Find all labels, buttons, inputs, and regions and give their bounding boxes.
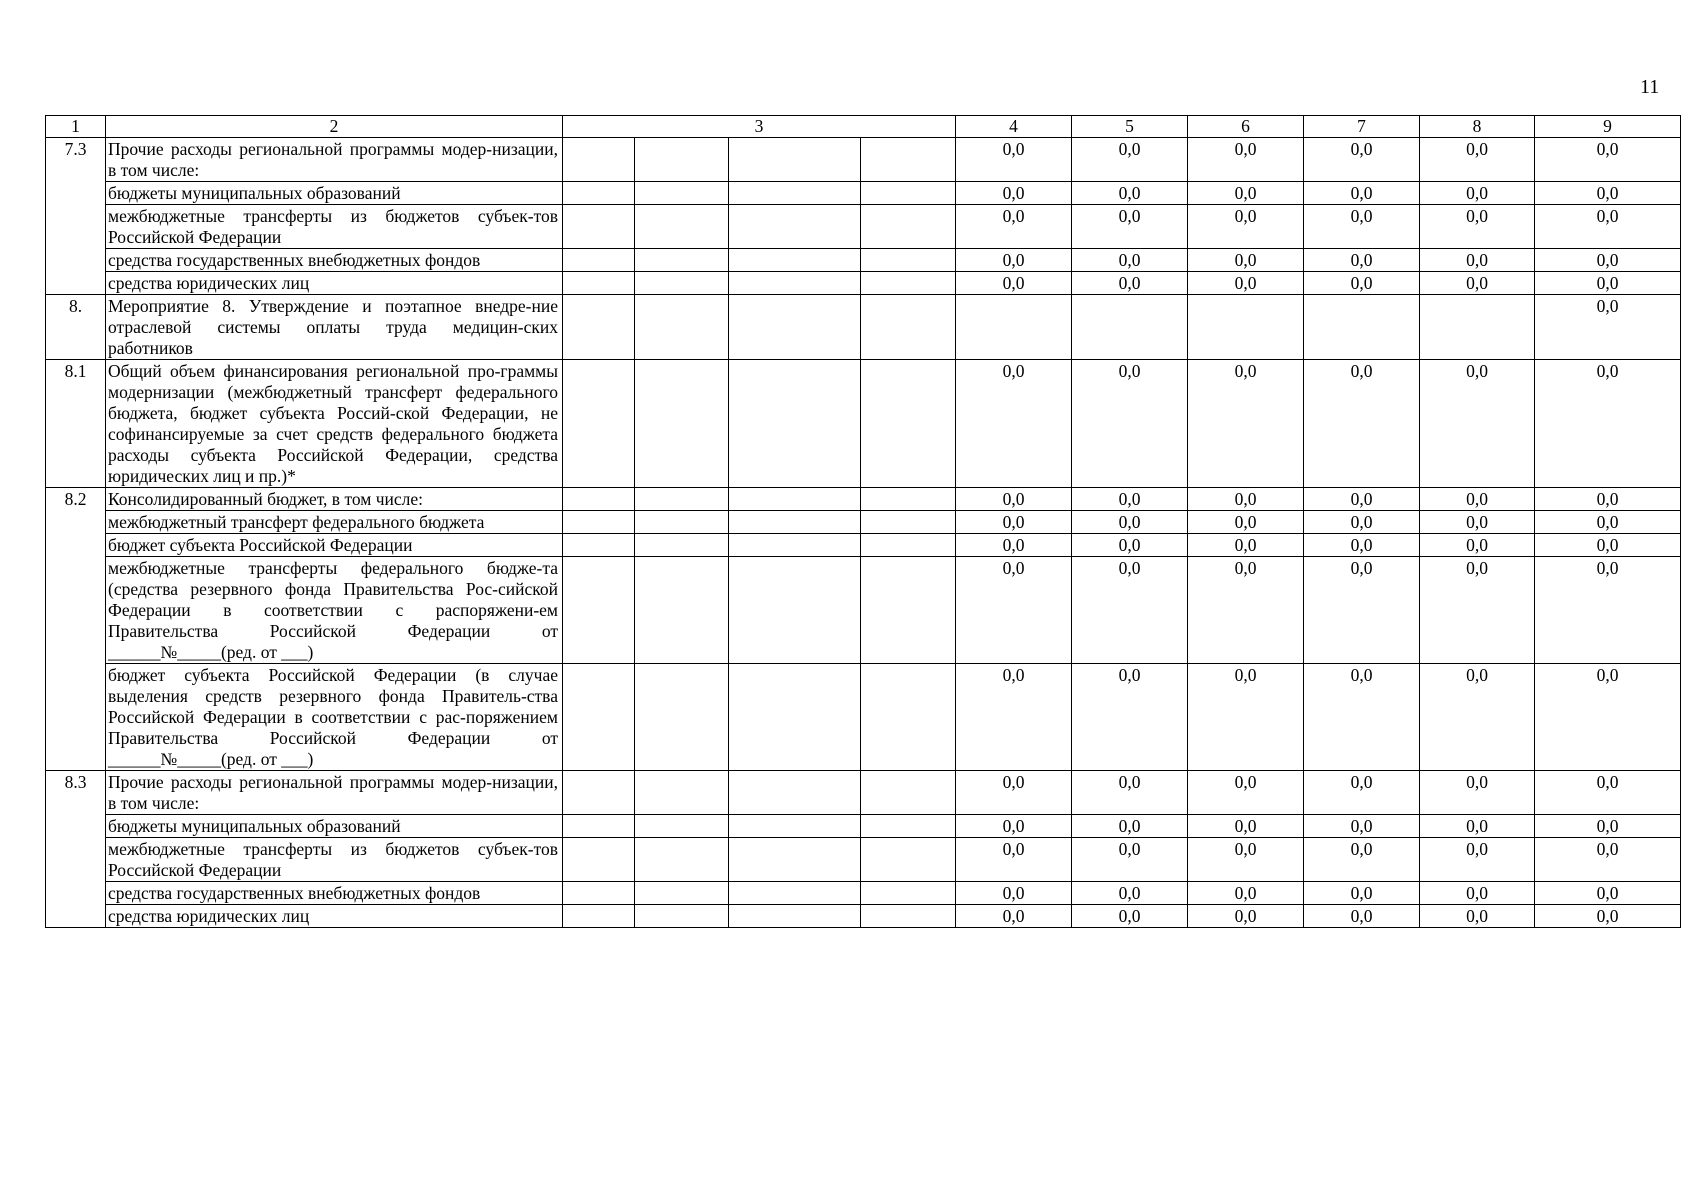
value-cell: 0,0: [1072, 664, 1188, 771]
empty-cell: [861, 205, 956, 249]
value-cell: 0,0: [1072, 205, 1188, 249]
value-cell: 0,0: [956, 534, 1072, 557]
table-row: [46, 534, 1681, 557]
empty-cell: [635, 182, 729, 205]
empty-cell: [635, 295, 729, 360]
value-cell: [1304, 295, 1420, 360]
value-cell: 0,0: [1188, 771, 1304, 815]
empty-cell: [563, 815, 635, 838]
value-cell: 0,0: [1188, 838, 1304, 882]
header-cell: 9: [1535, 116, 1681, 138]
table-row: [46, 272, 1681, 295]
row-description: Консолидированный бюджет, в том числе:: [106, 488, 563, 511]
empty-cell: [635, 882, 729, 905]
value-cell: 0,0: [1304, 905, 1420, 928]
empty-cell: [563, 771, 635, 815]
header-cell: 5: [1072, 116, 1188, 138]
empty-cell: [729, 771, 861, 815]
value-cell: 0,0: [956, 488, 1072, 511]
empty-cell: [861, 182, 956, 205]
header-cell: 1: [46, 116, 106, 138]
empty-cell: [861, 815, 956, 838]
value-cell: 0,0: [1072, 511, 1188, 534]
row-description: средства государственных внебюджетных фондов: [106, 249, 563, 272]
header-cell: 3: [563, 116, 956, 138]
row-description: бюджет субъекта Российской Федерации: [106, 534, 563, 557]
row-description: средства юридических лиц: [106, 905, 563, 928]
value-cell: 0,0: [1535, 205, 1681, 249]
empty-cell: [729, 905, 861, 928]
row-description: Прочие расходы региональной программы модер-низации, в том числе:: [106, 771, 563, 815]
empty-cell: [635, 272, 729, 295]
value-cell: 0,0: [1304, 664, 1420, 771]
empty-cell: [729, 138, 861, 182]
value-cell: 0,0: [1072, 838, 1188, 882]
table-row: [46, 249, 1681, 272]
value-cell: 0,0: [1304, 771, 1420, 815]
empty-cell: [635, 511, 729, 534]
table-row: [46, 488, 1681, 511]
empty-cell: [563, 249, 635, 272]
row-number: 8.2: [46, 488, 106, 771]
value-cell: 0,0: [1535, 138, 1681, 182]
value-cell: 0,0: [1072, 882, 1188, 905]
empty-cell: [861, 664, 956, 771]
empty-cell: [635, 771, 729, 815]
value-cell: 0,0: [1535, 295, 1681, 360]
row-description: межбюджетный трансферт федерального бюджета: [106, 511, 563, 534]
table-row: [46, 295, 1681, 360]
value-cell: 0,0: [1535, 360, 1681, 488]
value-cell: 0,0: [1304, 882, 1420, 905]
empty-cell: [861, 905, 956, 928]
empty-cell: [729, 488, 861, 511]
table-row: [46, 511, 1681, 534]
value-cell: 0,0: [1420, 771, 1535, 815]
value-cell: 0,0: [1188, 360, 1304, 488]
value-cell: 0,0: [1304, 182, 1420, 205]
value-cell: 0,0: [956, 138, 1072, 182]
empty-cell: [861, 882, 956, 905]
value-cell: 0,0: [1304, 205, 1420, 249]
empty-cell: [635, 838, 729, 882]
empty-cell: [861, 249, 956, 272]
value-cell: 0,0: [1304, 534, 1420, 557]
empty-cell: [635, 815, 729, 838]
empty-cell: [635, 205, 729, 249]
budget-table: [45, 115, 1681, 928]
value-cell: 0,0: [1535, 182, 1681, 205]
empty-cell: [729, 182, 861, 205]
empty-cell: [563, 838, 635, 882]
value-cell: 0,0: [1535, 664, 1681, 771]
value-cell: 0,0: [1072, 272, 1188, 295]
row-description: бюджеты муниципальных образований: [106, 182, 563, 205]
value-cell: 0,0: [1420, 905, 1535, 928]
value-cell: 0,0: [1535, 557, 1681, 664]
value-cell: 0,0: [1535, 882, 1681, 905]
value-cell: 0,0: [1072, 138, 1188, 182]
value-cell: 0,0: [1535, 534, 1681, 557]
value-cell: 0,0: [956, 182, 1072, 205]
empty-cell: [861, 534, 956, 557]
value-cell: 0,0: [1420, 249, 1535, 272]
empty-cell: [861, 771, 956, 815]
value-cell: [1420, 295, 1535, 360]
header-row: [46, 116, 1681, 138]
empty-cell: [635, 557, 729, 664]
value-cell: 0,0: [956, 882, 1072, 905]
value-cell: 0,0: [1072, 249, 1188, 272]
row-description: средства юридических лиц: [106, 272, 563, 295]
row-number: 8.1: [46, 360, 106, 488]
page-number: 11: [1640, 76, 1660, 98]
value-cell: 0,0: [1072, 815, 1188, 838]
empty-cell: [635, 905, 729, 928]
row-description: Прочие расходы региональной программы модер-низации, в том числе:: [106, 138, 563, 182]
value-cell: 0,0: [1188, 511, 1304, 534]
empty-cell: [729, 295, 861, 360]
value-cell: 0,0: [1304, 838, 1420, 882]
value-cell: 0,0: [1304, 557, 1420, 664]
row-description: бюджет субъекта Российской Федерации (в случае выделения средств резервного фонда Правитель-ства Российской Федерации в соответствии с рас-поряжением Правительства Российской Федерации от ______№_____(ред. от ___): [106, 664, 563, 771]
table-row: [46, 905, 1681, 928]
value-cell: 0,0: [1072, 360, 1188, 488]
value-cell: 0,0: [1072, 771, 1188, 815]
table-row: [46, 360, 1681, 488]
value-cell: 0,0: [1072, 488, 1188, 511]
empty-cell: [729, 557, 861, 664]
value-cell: 0,0: [1535, 511, 1681, 534]
row-description: межбюджетные трансферты федерального бюдже-та (средства резервного фонда Правительства Рос-сийской Федерации в соответствии с распоряжени-ем Правительства Российской Федерации от ______№_____(ред. от ___): [106, 557, 563, 664]
table-row: [46, 557, 1681, 664]
empty-cell: [563, 295, 635, 360]
value-cell: 0,0: [1304, 138, 1420, 182]
empty-cell: [635, 488, 729, 511]
empty-cell: [635, 664, 729, 771]
value-cell: 0,0: [1535, 815, 1681, 838]
value-cell: 0,0: [956, 205, 1072, 249]
empty-cell: [729, 815, 861, 838]
table-row: [46, 815, 1681, 838]
empty-cell: [635, 534, 729, 557]
table-row: [46, 838, 1681, 882]
table-row: [46, 771, 1681, 815]
value-cell: 0,0: [1304, 815, 1420, 838]
value-cell: 0,0: [1304, 511, 1420, 534]
value-cell: 0,0: [1188, 905, 1304, 928]
value-cell: 0,0: [1304, 249, 1420, 272]
value-cell: 0,0: [1188, 272, 1304, 295]
empty-cell: [729, 249, 861, 272]
empty-cell: [563, 534, 635, 557]
value-cell: 0,0: [1188, 557, 1304, 664]
row-description: межбюджетные трансферты из бюджетов субъек-тов Российской Федерации: [106, 838, 563, 882]
value-cell: 0,0: [956, 272, 1072, 295]
value-cell: 0,0: [956, 557, 1072, 664]
row-number: 8.3: [46, 771, 106, 928]
header-cell: 6: [1188, 116, 1304, 138]
value-cell: 0,0: [1420, 205, 1535, 249]
empty-cell: [563, 360, 635, 488]
value-cell: 0,0: [1420, 815, 1535, 838]
value-cell: [1188, 295, 1304, 360]
empty-cell: [861, 272, 956, 295]
empty-cell: [563, 511, 635, 534]
empty-cell: [729, 664, 861, 771]
value-cell: 0,0: [956, 905, 1072, 928]
empty-cell: [861, 488, 956, 511]
value-cell: 0,0: [956, 360, 1072, 488]
header-cell: 2: [106, 116, 563, 138]
value-cell: 0,0: [1535, 249, 1681, 272]
table-row: [46, 205, 1681, 249]
value-cell: 0,0: [1535, 905, 1681, 928]
empty-cell: [635, 138, 729, 182]
empty-cell: [729, 205, 861, 249]
row-description: средства государственных внебюджетных фондов: [106, 882, 563, 905]
empty-cell: [563, 488, 635, 511]
empty-cell: [861, 557, 956, 664]
value-cell: 0,0: [1188, 815, 1304, 838]
value-cell: 0,0: [956, 838, 1072, 882]
table-row: [46, 664, 1681, 771]
value-cell: 0,0: [1420, 511, 1535, 534]
value-cell: 0,0: [956, 249, 1072, 272]
header-cell: 4: [956, 116, 1072, 138]
value-cell: 0,0: [1535, 838, 1681, 882]
value-cell: 0,0: [1420, 360, 1535, 488]
empty-cell: [861, 295, 956, 360]
value-cell: 0,0: [1304, 272, 1420, 295]
value-cell: 0,0: [1420, 272, 1535, 295]
row-description: бюджеты муниципальных образований: [106, 815, 563, 838]
header-cell: 7: [1304, 116, 1420, 138]
value-cell: 0,0: [1420, 557, 1535, 664]
row-description: Общий объем финансирования региональной про-граммы модернизации (межбюджетный трансферт федерального бюджета, бюджет субъекта Россий-ской Федерации, не софинансируемые за счет средств федерального бюджета расходы субъекта Российской Федерации, средства юридических лиц и пр.)*: [106, 360, 563, 488]
value-cell: 0,0: [1188, 488, 1304, 511]
table-row: [46, 882, 1681, 905]
value-cell: 0,0: [1420, 838, 1535, 882]
row-number: 8.: [46, 295, 106, 360]
row-number: 7.3: [46, 138, 106, 295]
empty-cell: [563, 557, 635, 664]
value-cell: 0,0: [1188, 882, 1304, 905]
empty-cell: [729, 882, 861, 905]
empty-cell: [729, 360, 861, 488]
value-cell: 0,0: [1420, 488, 1535, 511]
value-cell: 0,0: [1535, 488, 1681, 511]
value-cell: 0,0: [1304, 488, 1420, 511]
empty-cell: [635, 360, 729, 488]
empty-cell: [729, 534, 861, 557]
empty-cell: [861, 511, 956, 534]
empty-cell: [861, 838, 956, 882]
value-cell: 0,0: [1072, 534, 1188, 557]
empty-cell: [563, 272, 635, 295]
empty-cell: [729, 272, 861, 295]
empty-cell: [729, 838, 861, 882]
empty-cell: [563, 182, 635, 205]
value-cell: 0,0: [1420, 182, 1535, 205]
value-cell: 0,0: [1420, 534, 1535, 557]
value-cell: 0,0: [956, 771, 1072, 815]
empty-cell: [563, 664, 635, 771]
value-cell: 0,0: [1072, 182, 1188, 205]
value-cell: 0,0: [1072, 905, 1188, 928]
row-description: межбюджетные трансферты из бюджетов субъек-тов Российской Федерации: [106, 205, 563, 249]
value-cell: [1072, 295, 1188, 360]
value-cell: 0,0: [956, 511, 1072, 534]
row-description: Мероприятие 8. Утверждение и поэтапное внедре-ние отраслевой системы оплаты труда медицин-ских работников: [106, 295, 563, 360]
value-cell: 0,0: [1188, 138, 1304, 182]
empty-cell: [861, 138, 956, 182]
value-cell: 0,0: [1188, 249, 1304, 272]
value-cell: 0,0: [1535, 771, 1681, 815]
value-cell: 0,0: [956, 815, 1072, 838]
value-cell: 0,0: [1420, 138, 1535, 182]
empty-cell: [563, 205, 635, 249]
value-cell: 0,0: [1188, 205, 1304, 249]
empty-cell: [563, 905, 635, 928]
header-cell: 8: [1420, 116, 1535, 138]
empty-cell: [563, 882, 635, 905]
value-cell: [956, 295, 1072, 360]
table-row: [46, 138, 1681, 182]
empty-cell: [729, 511, 861, 534]
value-cell: 0,0: [1072, 557, 1188, 664]
value-cell: 0,0: [956, 664, 1072, 771]
empty-cell: [861, 360, 956, 488]
value-cell: 0,0: [1188, 664, 1304, 771]
value-cell: 0,0: [1188, 534, 1304, 557]
value-cell: 0,0: [1420, 664, 1535, 771]
value-cell: 0,0: [1188, 182, 1304, 205]
value-cell: 0,0: [1535, 272, 1681, 295]
value-cell: 0,0: [1304, 360, 1420, 488]
empty-cell: [563, 138, 635, 182]
table-row: [46, 182, 1681, 205]
value-cell: 0,0: [1420, 882, 1535, 905]
empty-cell: [635, 249, 729, 272]
